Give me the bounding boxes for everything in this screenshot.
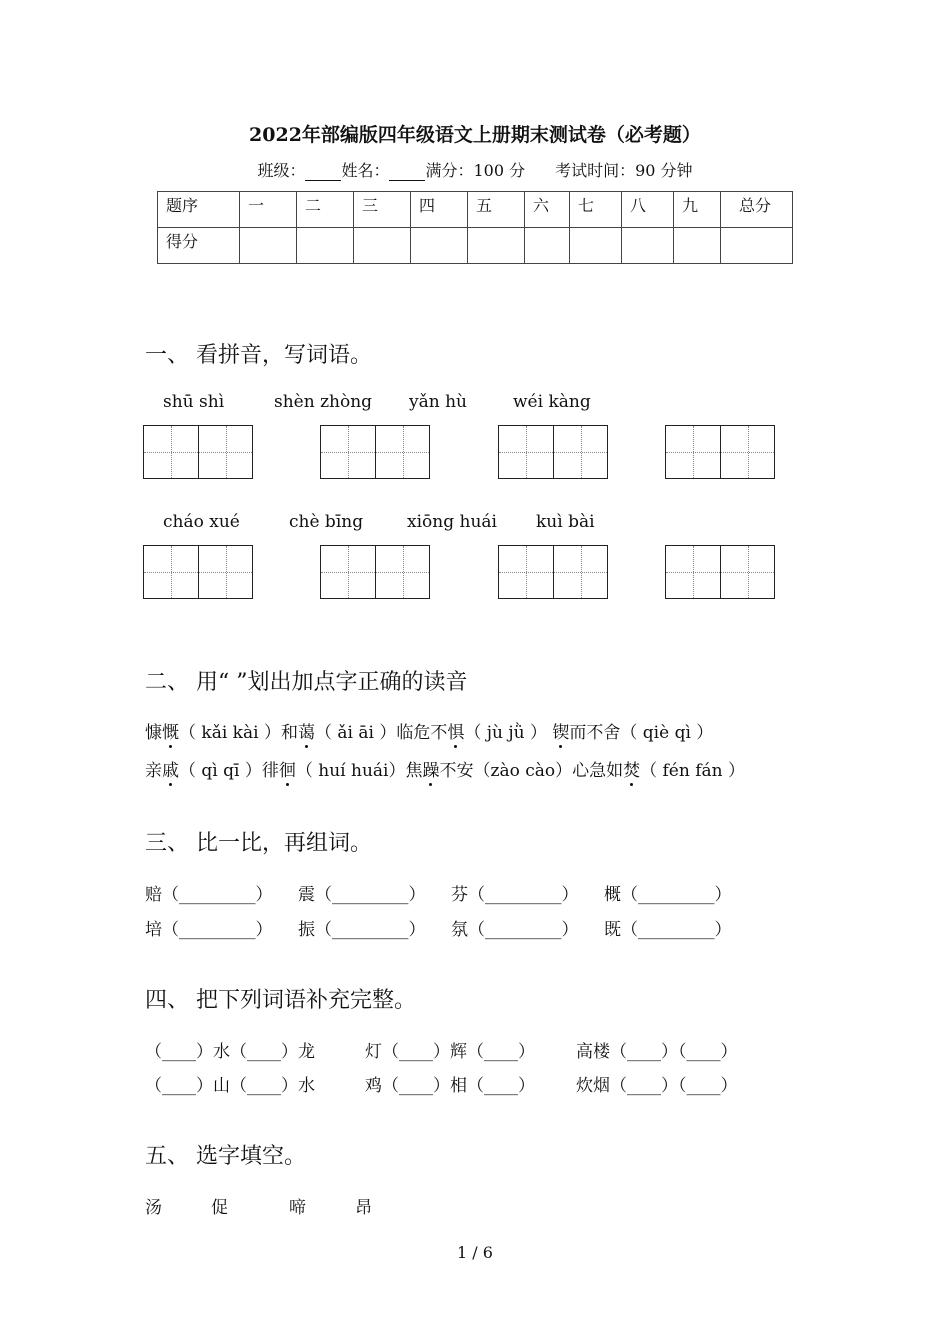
score-input[interactable] bbox=[411, 228, 468, 264]
q2-heading: 二、 用“ ”划出加点字正确的读音 bbox=[145, 670, 468, 695]
score-input[interactable] bbox=[354, 228, 411, 264]
writing-grid[interactable] bbox=[665, 425, 775, 479]
score-cell: 六 bbox=[525, 192, 570, 228]
score-cell: 九 bbox=[674, 192, 721, 228]
choice-char: 啼 bbox=[289, 1198, 306, 1218]
score-input[interactable] bbox=[468, 228, 525, 264]
score-cell: 三 bbox=[354, 192, 411, 228]
q2-option[interactable]: （ fén fán ） bbox=[640, 761, 745, 781]
idiom-fill[interactable]: 炊烟（____）（____） bbox=[576, 1076, 738, 1096]
q4-heading: 四、 把下列词语补充完整。 bbox=[145, 988, 416, 1013]
writing-grid[interactable] bbox=[320, 545, 430, 599]
score-row-label: 得分 bbox=[158, 228, 240, 264]
score-cell: 四 bbox=[411, 192, 468, 228]
q2-text: 慷 bbox=[145, 723, 162, 743]
score-cell: 二 bbox=[297, 192, 354, 228]
q2-option[interactable]: 而不舍（ qiè qì ） bbox=[569, 723, 714, 743]
q2-line-1 bbox=[145, 718, 713, 743]
word-pair[interactable]: 芬（_________） bbox=[451, 885, 579, 905]
score-table bbox=[157, 191, 793, 264]
name-blank[interactable] bbox=[389, 166, 425, 181]
score-cell: 一 bbox=[240, 192, 297, 228]
name-label: 姓名： bbox=[341, 161, 390, 180]
class-label: 班级： bbox=[257, 161, 306, 180]
pinyin-label: kuì bài bbox=[536, 512, 595, 532]
dotted-char: 慨 bbox=[162, 718, 179, 743]
writing-grid[interactable] bbox=[143, 425, 253, 479]
word-pair[interactable]: 氛（_________） bbox=[451, 920, 579, 940]
q2-option[interactable]: 不安（zào cào）心急如 bbox=[439, 761, 624, 781]
choice-char: 促 bbox=[211, 1198, 228, 1218]
word-pair[interactable]: 振（_________） bbox=[298, 920, 426, 940]
writing-grid[interactable] bbox=[498, 425, 608, 479]
choice-char: 昂 bbox=[355, 1198, 372, 1218]
score-value-row bbox=[158, 228, 793, 264]
q1-heading: 一、 看拼音，写词语。 bbox=[145, 343, 372, 368]
word-pair[interactable]: 既（_________） bbox=[604, 920, 732, 940]
score-header-row bbox=[158, 192, 793, 228]
word-pair[interactable]: 培（_________） bbox=[145, 920, 273, 940]
pinyin-label: cháo xué bbox=[163, 512, 240, 532]
pinyin-label: xiōng huái bbox=[407, 512, 497, 532]
pinyin-label: wéi kàng bbox=[513, 392, 591, 412]
score-cell: 七 bbox=[570, 192, 622, 228]
q3-heading: 三、 比一比，再组词。 bbox=[145, 831, 372, 856]
pinyin-label: yǎn hù bbox=[409, 392, 467, 412]
dotted-char: 徊 bbox=[279, 756, 296, 781]
dotted-char: 锲 bbox=[552, 718, 569, 743]
class-blank[interactable] bbox=[305, 166, 341, 181]
dotted-char: 戚 bbox=[162, 756, 179, 781]
idiom-fill[interactable]: 鸡（____）相（____） bbox=[365, 1076, 535, 1096]
exam-info bbox=[0, 158, 950, 181]
writing-grid[interactable] bbox=[143, 545, 253, 599]
dotted-char: 蔼 bbox=[298, 718, 315, 743]
full-score: 满分：100 分 bbox=[425, 161, 526, 180]
choice-char: 汤 bbox=[145, 1198, 162, 1218]
word-pair[interactable]: 概（_________） bbox=[604, 885, 732, 905]
score-input[interactable] bbox=[570, 228, 622, 264]
idiom-fill[interactable]: （____）水（____）龙 bbox=[145, 1042, 315, 1062]
q2-text: 亲 bbox=[145, 761, 162, 781]
score-cell: 题序 bbox=[158, 192, 240, 228]
q5-heading: 五、 选字填空。 bbox=[145, 1144, 306, 1169]
q2-option[interactable]: （ qì qī ）徘 bbox=[179, 761, 279, 781]
idiom-fill[interactable]: （____）山（____）水 bbox=[145, 1076, 315, 1096]
dotted-char: 躁 bbox=[422, 756, 439, 781]
score-cell: 八 bbox=[622, 192, 674, 228]
page-number: 1 / 6 bbox=[457, 1243, 493, 1262]
score-cell: 五 bbox=[468, 192, 525, 228]
word-pair[interactable]: 赔（_________） bbox=[145, 885, 273, 905]
idiom-fill[interactable]: 灯（____）辉（____） bbox=[365, 1042, 535, 1062]
score-input[interactable] bbox=[622, 228, 674, 264]
q2-option[interactable]: （ jù jǜ ） bbox=[464, 723, 553, 743]
score-input[interactable] bbox=[297, 228, 354, 264]
word-pair[interactable]: 震（_________） bbox=[298, 885, 426, 905]
page-title: 2022年部编版四年级语文上册期末测试卷（必考题） bbox=[249, 124, 701, 146]
q2-option[interactable]: （ huí huái）焦 bbox=[295, 761, 423, 781]
dotted-char: 焚 bbox=[623, 756, 640, 781]
q2-line-2 bbox=[145, 756, 745, 781]
score-input[interactable] bbox=[240, 228, 297, 264]
score-input[interactable] bbox=[674, 228, 721, 264]
pinyin-label: shèn zhòng bbox=[274, 392, 373, 412]
score-cell: 总分 bbox=[721, 192, 793, 228]
score-input[interactable] bbox=[525, 228, 570, 264]
idiom-fill[interactable]: 高楼（____）（____） bbox=[576, 1042, 738, 1062]
writing-grid[interactable] bbox=[320, 425, 430, 479]
dotted-char: 惧 bbox=[447, 718, 464, 743]
q2-option[interactable]: （ ǎi āi ）临危不 bbox=[314, 723, 448, 743]
q2-option[interactable]: （ kǎi kài ）和 bbox=[179, 723, 298, 743]
exam-time: 考试时间：90 分钟 bbox=[555, 161, 693, 180]
pinyin-label: shū shì bbox=[163, 392, 225, 412]
writing-grid[interactable] bbox=[498, 545, 608, 599]
pinyin-label: chè bīng bbox=[289, 512, 364, 532]
score-input[interactable] bbox=[721, 228, 793, 264]
writing-grid[interactable] bbox=[665, 545, 775, 599]
